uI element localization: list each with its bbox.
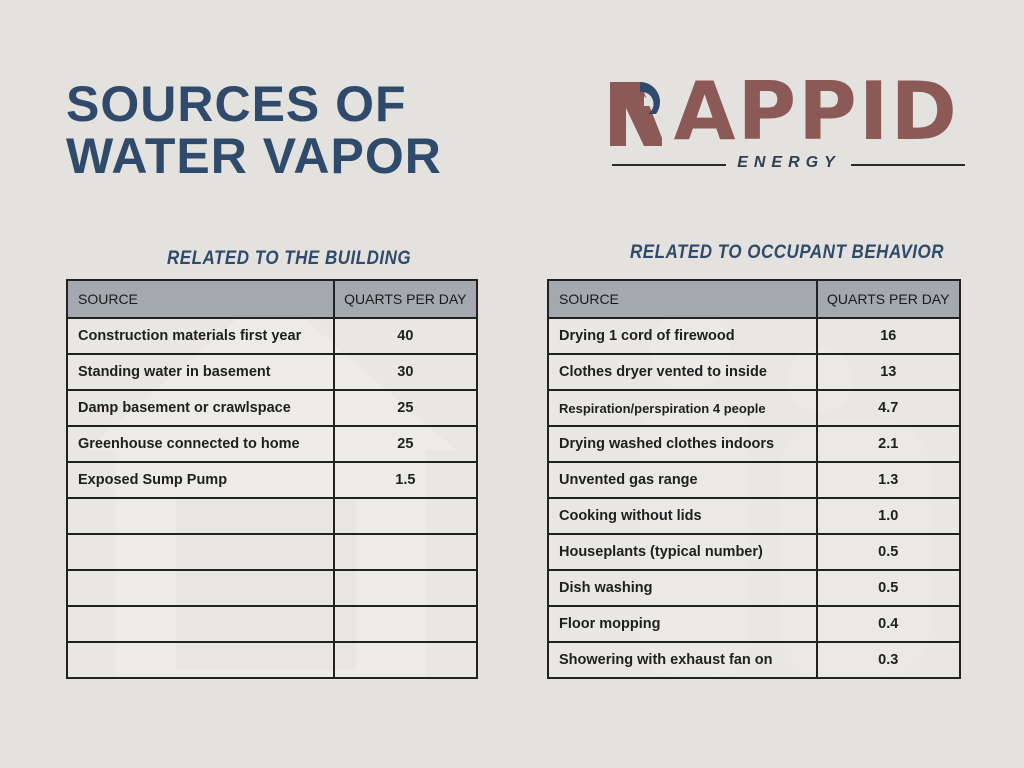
table-row xyxy=(67,390,477,426)
quarts-cell: 1.5 xyxy=(334,462,477,498)
source-cell: Respiration/perspiration 4 people xyxy=(548,390,817,426)
quarts-cell: 13 xyxy=(817,354,960,390)
source-cell: Clothes dryer vented to inside xyxy=(548,354,817,390)
title-line-1: SOURCES OF xyxy=(66,76,407,132)
quarts-cell: 25 xyxy=(334,390,477,426)
empty-cell xyxy=(67,642,334,678)
table-row xyxy=(548,606,960,642)
table-row xyxy=(67,426,477,462)
empty-table-row xyxy=(67,642,477,678)
source-cell: Standing water in basement xyxy=(67,354,334,390)
table-row xyxy=(67,318,477,354)
empty-cell xyxy=(334,498,477,534)
table-row xyxy=(548,354,960,390)
logo-r-mark-icon xyxy=(610,78,672,148)
source-cell: Drying 1 cord of firewood xyxy=(548,318,817,354)
source-cell: Unvented gas range xyxy=(548,462,817,498)
rappid-energy-logo xyxy=(610,65,965,180)
table-header-row xyxy=(548,280,960,318)
column-header-quarts: QUARTS PER DAY xyxy=(334,280,477,318)
column-header-source: SOURCE xyxy=(67,280,334,318)
quarts-cell: 1.0 xyxy=(817,498,960,534)
quarts-cell: 0.5 xyxy=(817,534,960,570)
source-cell: Cooking without lids xyxy=(548,498,817,534)
table-header-row xyxy=(67,280,477,318)
empty-cell xyxy=(67,606,334,642)
source-cell: Houseplants (typical number) xyxy=(548,534,817,570)
quarts-cell: 0.5 xyxy=(817,570,960,606)
table-row xyxy=(548,570,960,606)
table-row xyxy=(67,354,477,390)
quarts-cell: 1.3 xyxy=(817,462,960,498)
table-row xyxy=(548,318,960,354)
empty-cell xyxy=(334,642,477,678)
table-row xyxy=(548,462,960,498)
logo-divider-right xyxy=(851,164,965,166)
table-row xyxy=(548,426,960,462)
quarts-cell: 16 xyxy=(817,318,960,354)
source-cell: Dish washing xyxy=(548,570,817,606)
logo-subline xyxy=(610,154,965,174)
empty-cell xyxy=(334,570,477,606)
building-sources-table xyxy=(66,279,478,679)
source-cell: Damp basement or crawlspace xyxy=(67,390,334,426)
source-cell: Exposed Sump Pump xyxy=(67,462,334,498)
table-row xyxy=(548,534,960,570)
quarts-cell: 0.3 xyxy=(817,642,960,678)
page-title xyxy=(66,78,442,182)
title-line-2: WATER VAPOR xyxy=(66,128,442,184)
source-cell: Greenhouse connected to home xyxy=(67,426,334,462)
quarts-cell: 4.7 xyxy=(817,390,960,426)
logo-energy-text: ENERGY xyxy=(737,154,841,171)
quarts-cell: 40 xyxy=(334,318,477,354)
empty-table-row xyxy=(67,606,477,642)
column-header-source: SOURCE xyxy=(548,280,817,318)
column-header-quarts: QUARTS PER DAY xyxy=(817,280,960,318)
logo-divider-left xyxy=(612,164,726,166)
quarts-cell: 30 xyxy=(334,354,477,390)
source-cell: Showering with exhaust fan on xyxy=(548,642,817,678)
empty-cell xyxy=(67,498,334,534)
empty-cell xyxy=(67,570,334,606)
empty-table-row xyxy=(67,498,477,534)
empty-table-row xyxy=(67,570,477,606)
logo-wordmark-rest: APPID xyxy=(673,65,959,158)
empty-table-row xyxy=(67,534,477,570)
source-cell: Construction materials first year xyxy=(67,318,334,354)
quarts-cell: 0.4 xyxy=(817,606,960,642)
occupant-sources-table xyxy=(547,279,961,679)
table-row xyxy=(548,498,960,534)
occupant-section-heading: RELATED TO OCCUPANT BEHAVIOR xyxy=(630,240,945,263)
table-row xyxy=(67,462,477,498)
table-row xyxy=(548,390,960,426)
empty-cell xyxy=(334,534,477,570)
quarts-cell: 2.1 xyxy=(817,426,960,462)
empty-cell xyxy=(67,534,334,570)
table-row xyxy=(548,642,960,678)
source-cell: Drying washed clothes indoors xyxy=(548,426,817,462)
empty-cell xyxy=(334,606,477,642)
building-section-heading: RELATED TO THE BUILDING xyxy=(167,246,412,269)
quarts-cell: 25 xyxy=(334,426,477,462)
source-cell: Floor mopping xyxy=(548,606,817,642)
